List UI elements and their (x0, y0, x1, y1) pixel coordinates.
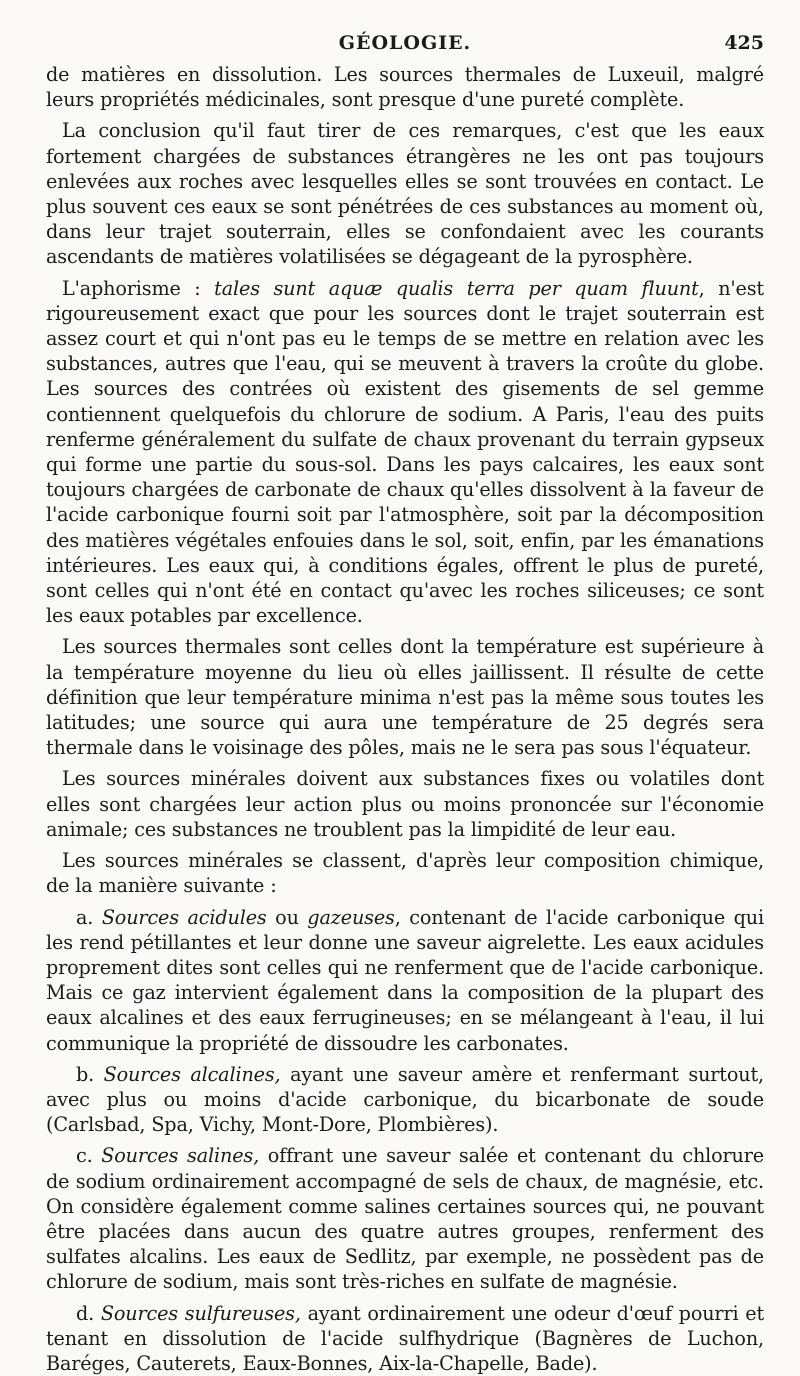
item-connector: ou (266, 905, 308, 929)
latin-quote: tales sunt aquæ qualis terra per quam fluunt (214, 276, 699, 300)
aphorisme-intro: L'aphorisme : (62, 276, 215, 300)
paragraph-sources-minerales: Les sources minérales doivent aux substances fixes ou volatiles dont elles sont chargées leur action plus ou moins prononcée sur l'économie animale; ces substances ne troublent pas la limpidité de leur eau. (46, 767, 764, 841)
item-letter: d. (76, 1301, 101, 1325)
item-letter: c. (76, 1144, 102, 1168)
item-text: ayant une saveur amère et renfermant surtout, avec plus ou moins d'acide carbonique, du bicarbonate de soude (Carlsbad, Spa, Vichy, Mont-Dore, Plombières). (46, 1062, 764, 1137)
paragraph-conclusion: La conclusion qu'il faut tirer de ces remarques, c'est que les eaux fortement chargées de substances étrangères ne les ont pas toujours enlevées aux roches avec lesquelles elles se sont trouvées en contact. Le plus souvent ces eaux se sont pénétrées de ces substances au moment où, dans leur trajet souterrain, elles se confondaient avec les courants ascendants de matières volatilisées se dégageant de la pyrosphère. (46, 119, 764, 269)
body-text (46, 62, 764, 1376)
item-title: Sources alcalines, (103, 1062, 281, 1086)
paragraph-luxeuil: de matières en dissolution. Les sources thermales de Luxeuil, malgré leurs propriétés médicinales, sont presque d'une pureté complète. (46, 63, 764, 112)
page-number: 425 (724, 32, 764, 54)
item-text: ayant ordinairement une odeur d'œuf pourri et tenant en dissolution de l'acide sulfhydrique (Bagnères de Luchon, Baréges, Cauterets, Eaux-Bonnes, Aix-la-Chapelle, Bade). (46, 1301, 765, 1375)
page-header (46, 26, 764, 62)
item-title-alt: gazeuses (307, 905, 395, 929)
item-title: Sources sulfureuses, (100, 1301, 301, 1325)
item-text: offrant une saveur salée et contenant du chlorure de sodium ordinairement accompagné de sels de chaux, de magnésie, etc. On considère également comme salines certaines sources qui, ne pouvant être placées dans aucun des quatre autres groupes, renferment des sulfates alcalins. Les eaux de Sedlitz, par exemple, ne possèdent pas de chlorure de sodium, mais sont très-riches en sulfate de magnésie. (46, 1144, 764, 1294)
list-item-a (46, 905, 764, 1056)
item-title: Sources salines, (101, 1144, 260, 1168)
paragraph-aphorisme (46, 276, 764, 629)
paragraph-classification: Les sources minérales se classent, d'après leur composition chimique, de la manière suivante : (46, 849, 764, 898)
paragraph-sources-thermales: Les sources thermales sont celles dont la température est supérieure à la température moyenne du lieu où elles jaillissent. Il résulte de cette définition que leur température minima n'est pas la même sous toutes les latitudes; une source qui aura une température de 25 degrés sera thermale dans le voisinage des pôles, mais ne le sera pas sous l'équateur. (46, 635, 764, 760)
item-letter: a. (76, 905, 102, 929)
item-letter: b. (76, 1062, 104, 1086)
list-item-c (46, 1143, 764, 1294)
item-title: Sources acidules (101, 905, 267, 929)
list-item-b (46, 1062, 764, 1138)
item-text: , contenant de l'acide carbonique qui les rend pétillantes et leur donne une saveur aigrelette. Les eaux acidules proprement dites sont celles qui ne renferment que de l'acide carbonique. Mais ce gaz intervient également dans la composition de la plupart des eaux alcalines et des eaux ferrugineuses; en se mélangeant à l'eau, il lui communique la propriété de dissoudre les carbonates. (46, 905, 764, 1055)
aphorisme-text: , n'est rigoureusement exact que pour les sources dont le trajet souterrain est assez court et qui n'ont pas eu le temps de se mettre en relation avec les substances, autres que l'eau, qui se meuvent à travers la croûte du globe. Les sources des contrées où existent des gisements de sel gemme contiennent quelquefois du chlorure de sodium. A Paris, l'eau des puits renferme généralement du sulfate de chaux provenant du terrain gypseux qui forme une partie du sous-sol. Dans les pays calcaires, les eaux sont toujours chargées de carbonate de chaux qu'elles dissolvent à la faveur de l'acide carbonique fourni soit par l'atmosphère, soit par la décomposition des matières végétales enfouies dans le sol, soit, enfin, par les émanations intérieures. Les eaux qui, à conditions égales, offrent le plus de pureté, sont celles qui n'ont été en contact qu'avec les roches siliceuses; ce sont les eaux potables par excellence. (46, 276, 764, 628)
running-title: GÉOLOGIE. (338, 32, 472, 54)
